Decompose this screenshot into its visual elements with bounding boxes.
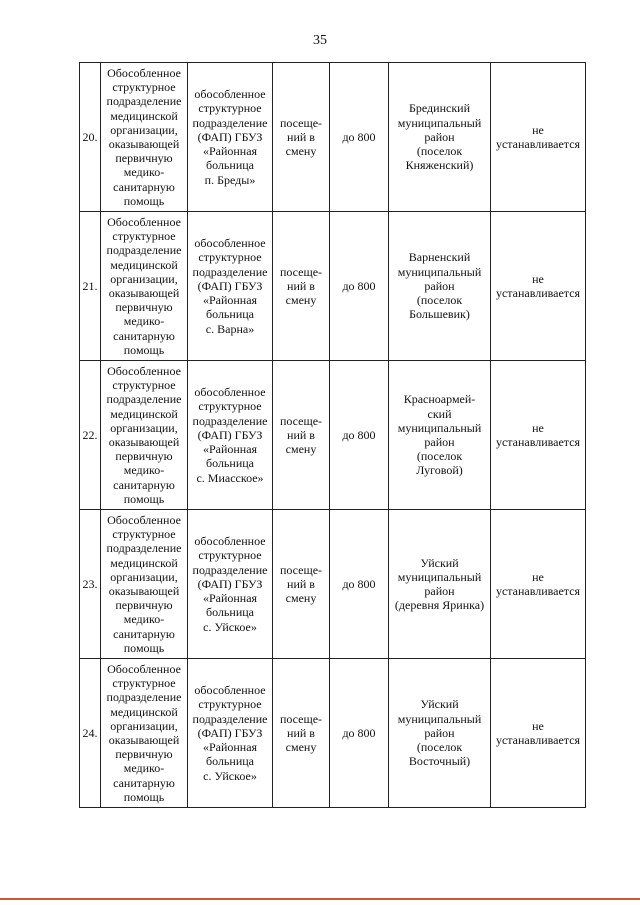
organization-line: медицинской xyxy=(110,108,178,123)
district-line: (деревня Яринка) xyxy=(394,598,485,613)
organization-line: медицинской xyxy=(110,406,178,421)
district-line: муниципальный xyxy=(397,115,482,130)
district-line: (поселок xyxy=(416,144,463,159)
measure-cell xyxy=(273,361,330,510)
organization-line: санитарную xyxy=(113,179,175,194)
unit-line: больница xyxy=(206,754,254,769)
organization-line: первичную xyxy=(115,598,173,613)
organization-line: Обособленное xyxy=(107,512,181,527)
organization-line: оказывающей xyxy=(108,435,180,449)
unit-line: «Районная xyxy=(202,293,258,308)
measure-line: смену xyxy=(285,442,317,457)
unit-line: обособленное xyxy=(194,87,266,102)
organization-line: медицинской xyxy=(110,704,178,719)
unit-line: больница xyxy=(206,307,254,322)
unit-line: структурное xyxy=(198,250,262,265)
measure-line: посеще- xyxy=(279,115,323,130)
unit-line: больница xyxy=(206,158,254,173)
table-row xyxy=(80,659,586,808)
district-line: (поселок xyxy=(416,740,463,755)
measure-line: смену xyxy=(285,740,317,755)
unit-line: с. Варна» xyxy=(205,321,255,336)
unit-line: «Районная xyxy=(202,740,258,755)
district-line: Варненский xyxy=(408,250,471,265)
note-line: не xyxy=(532,569,544,584)
measure-line: ний в xyxy=(287,129,315,144)
capacity-cell: до 800 xyxy=(330,63,389,212)
district-line: Уйский xyxy=(420,555,459,570)
note-cell xyxy=(491,212,586,361)
district-line: ский xyxy=(427,406,452,421)
organization-line: оказывающей xyxy=(108,137,180,151)
district-line: район xyxy=(424,278,455,293)
district-line: (поселок xyxy=(416,449,463,464)
unit-cell xyxy=(188,63,273,212)
unit-line: с. Уйское» xyxy=(203,768,257,783)
organization-line: помощь xyxy=(123,193,165,208)
note-line: устанавливается xyxy=(495,435,581,449)
measure-cell xyxy=(273,659,330,808)
district-line: район xyxy=(424,725,455,740)
unit-line: (ФАП) ГБУЗ xyxy=(197,278,263,293)
district-line: муниципальный xyxy=(397,420,482,435)
district-cell xyxy=(389,212,491,361)
organization-line: структурное xyxy=(112,229,176,244)
capacity-cell: до 800 xyxy=(330,510,389,659)
organization-line: медицинской xyxy=(110,555,178,570)
unit-line: структурное xyxy=(198,399,262,414)
district-line: Уйский xyxy=(420,697,459,712)
note-line: не xyxy=(532,718,544,733)
organization-cell xyxy=(101,212,188,361)
unit-line: обособленное xyxy=(194,385,266,400)
district-cell xyxy=(389,361,491,510)
note-line: устанавливается xyxy=(495,733,581,747)
measure-line: смену xyxy=(285,144,317,159)
row-number-cell: 24. xyxy=(80,659,101,808)
organization-line: подразделение xyxy=(106,94,182,109)
organization-line: медико- xyxy=(123,463,165,478)
unit-line: больница xyxy=(206,456,254,471)
note-line: не xyxy=(532,420,544,435)
unit-line: обособленное xyxy=(194,534,266,549)
district-cell xyxy=(389,63,491,212)
note-cell xyxy=(491,659,586,808)
organization-line: организации, xyxy=(110,271,178,286)
unit-line: с. Уйское» xyxy=(203,619,257,634)
organization-line: первичную xyxy=(115,300,173,315)
measure-line: посеще- xyxy=(279,711,323,726)
organization-cell xyxy=(101,659,188,808)
district-line: район xyxy=(424,435,455,449)
organization-line: организации, xyxy=(110,420,178,435)
unit-line: «Районная xyxy=(202,144,258,159)
unit-line: подразделение xyxy=(192,264,268,279)
organization-line: Обособленное xyxy=(107,363,181,378)
organization-line: помощь xyxy=(123,640,165,655)
measure-line: посеще- xyxy=(279,413,323,428)
unit-line: подразделение xyxy=(192,562,268,577)
note-cell xyxy=(491,63,586,212)
organization-line: медико- xyxy=(123,612,165,627)
unit-line: с. Миасское» xyxy=(196,470,264,485)
unit-line: подразделение xyxy=(192,115,268,130)
organization-line: санитарную xyxy=(113,775,175,790)
unit-line: структурное xyxy=(198,548,262,563)
organization-line: медико- xyxy=(123,761,165,776)
organization-cell xyxy=(101,510,188,659)
unit-line: структурное xyxy=(198,101,262,116)
note-line: устанавливается xyxy=(495,584,581,598)
page-bottom-rule xyxy=(0,898,640,900)
organization-line: оказывающей xyxy=(108,286,180,300)
organization-line: первичную xyxy=(115,151,173,166)
district-line: Княженский) xyxy=(405,158,474,173)
organization-line: первичную xyxy=(115,747,173,762)
capacity-cell: до 800 xyxy=(330,361,389,510)
organization-line: медико- xyxy=(123,314,165,329)
organization-line: Обособленное xyxy=(107,661,181,676)
table-row xyxy=(80,212,586,361)
organization-line: санитарную xyxy=(113,328,175,343)
unit-cell xyxy=(188,659,273,808)
unit-line: (ФАП) ГБУЗ xyxy=(197,576,263,591)
organization-line: организации, xyxy=(110,718,178,733)
organization-line: первичную xyxy=(115,449,173,464)
table-row xyxy=(80,361,586,510)
unit-cell xyxy=(188,510,273,659)
organization-line: структурное xyxy=(112,80,176,95)
district-line: Восточный) xyxy=(408,754,471,769)
organization-line: подразделение xyxy=(106,243,182,258)
district-line: Луговой) xyxy=(416,463,463,478)
note-cell xyxy=(491,361,586,510)
unit-line: (ФАП) ГБУЗ xyxy=(197,427,263,442)
organization-line: структурное xyxy=(112,676,176,691)
organization-line: помощь xyxy=(123,789,165,804)
district-line: Большевик) xyxy=(409,307,470,322)
organization-line: медико- xyxy=(123,165,165,180)
organization-line: подразделение xyxy=(106,690,182,705)
district-line: муниципальный xyxy=(397,569,482,584)
organization-line: структурное xyxy=(112,378,176,393)
unit-line: (ФАП) ГБУЗ xyxy=(197,129,263,144)
district-line: район xyxy=(424,584,455,598)
district-line: Красноармей- xyxy=(403,392,476,407)
capacity-cell: до 800 xyxy=(330,659,389,808)
note-line: не xyxy=(532,122,544,137)
district-line: муниципальный xyxy=(397,711,482,726)
note-line: не xyxy=(532,271,544,286)
row-number-cell: 22. xyxy=(80,361,101,510)
measure-line: ний в xyxy=(287,725,315,740)
unit-line: обособленное xyxy=(194,683,266,698)
unit-line: структурное xyxy=(198,697,262,712)
note-cell xyxy=(491,510,586,659)
facilities-table xyxy=(79,62,586,808)
organization-line: оказывающей xyxy=(108,584,180,598)
table-body xyxy=(80,63,586,808)
measure-cell xyxy=(273,212,330,361)
organization-line: Обособленное xyxy=(107,65,181,80)
unit-cell xyxy=(188,361,273,510)
district-line: Брединский xyxy=(408,101,470,116)
unit-line: больница xyxy=(206,605,254,620)
organization-line: оказывающей xyxy=(108,733,180,747)
row-number-cell: 20. xyxy=(80,63,101,212)
row-number-cell: 23. xyxy=(80,510,101,659)
district-cell xyxy=(389,659,491,808)
organization-cell xyxy=(101,361,188,510)
note-line: устанавливается xyxy=(495,286,581,300)
district-line: район xyxy=(424,129,455,144)
measure-line: ний в xyxy=(287,278,315,293)
organization-line: организации, xyxy=(110,122,178,137)
measure-line: смену xyxy=(285,591,317,606)
table-row xyxy=(80,510,586,659)
organization-line: помощь xyxy=(123,491,165,506)
measure-line: смену xyxy=(285,293,317,308)
page-number: 35 xyxy=(313,33,327,48)
row-number-cell: 21. xyxy=(80,212,101,361)
capacity-cell: до 800 xyxy=(330,212,389,361)
district-cell xyxy=(389,510,491,659)
measure-line: ний в xyxy=(287,427,315,442)
note-line: устанавливается xyxy=(495,137,581,151)
organization-line: Обособленное xyxy=(107,214,181,229)
measure-line: ний в xyxy=(287,576,315,591)
unit-line: п. Бреды» xyxy=(204,172,256,187)
unit-line: обособленное xyxy=(194,236,266,251)
unit-line: «Районная xyxy=(202,591,258,606)
organization-line: санитарную xyxy=(113,477,175,492)
organization-line: подразделение xyxy=(106,541,182,556)
unit-line: подразделение xyxy=(192,711,268,726)
organization-line: медицинской xyxy=(110,257,178,272)
organization-line: санитарную xyxy=(113,626,175,641)
unit-cell xyxy=(188,212,273,361)
organization-line: помощь xyxy=(123,342,165,357)
unit-line: (ФАП) ГБУЗ xyxy=(197,725,263,740)
organization-line: структурное xyxy=(112,527,176,542)
measure-cell xyxy=(273,63,330,212)
measure-line: посеще- xyxy=(279,562,323,577)
measure-line: посеще- xyxy=(279,264,323,279)
organization-cell xyxy=(101,63,188,212)
district-line: (поселок xyxy=(416,293,463,308)
table-row xyxy=(80,63,586,212)
organization-line: организации, xyxy=(110,569,178,584)
unit-line: «Районная xyxy=(202,442,258,457)
measure-cell xyxy=(273,510,330,659)
unit-line: подразделение xyxy=(192,413,268,428)
district-line: муниципальный xyxy=(397,264,482,279)
organization-line: подразделение xyxy=(106,392,182,407)
